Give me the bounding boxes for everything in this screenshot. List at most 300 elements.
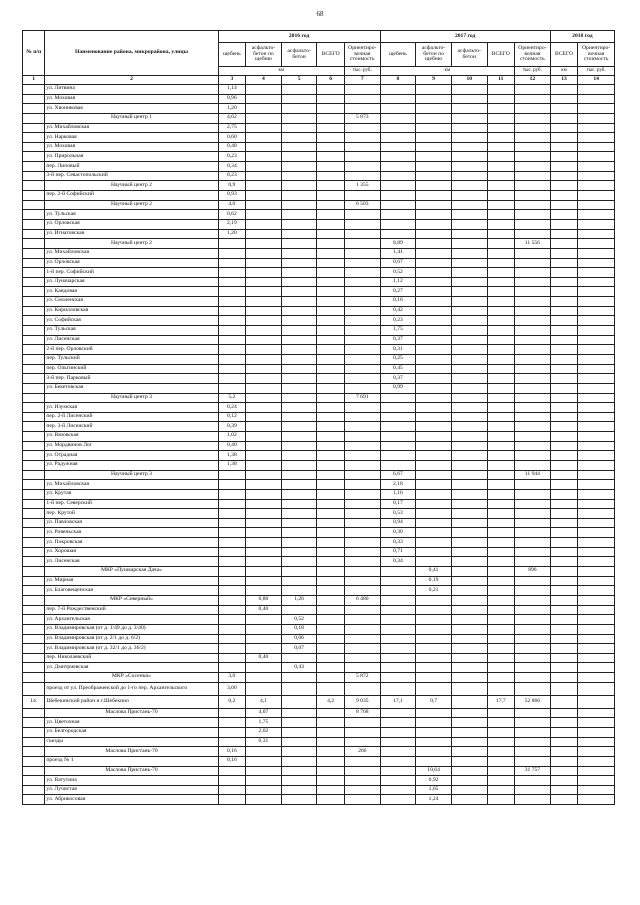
row-value (487, 737, 515, 747)
row-value (487, 595, 515, 605)
row-value (281, 509, 317, 519)
row-value (451, 673, 487, 683)
row-name: ул. Тульская (45, 326, 218, 336)
row-value (380, 393, 416, 403)
row-value: 0,94 (380, 518, 416, 528)
row-value (416, 737, 452, 747)
row-value: 9 035 (344, 695, 380, 708)
row-value (451, 538, 487, 548)
row-value: 0,23 (218, 171, 246, 181)
row-name: пер. 3-й Лисенский (45, 422, 218, 432)
row-number (23, 277, 45, 287)
row-name: Маслова Пристань-70 (45, 766, 218, 776)
row-value (487, 133, 515, 143)
row-value (380, 776, 416, 786)
table-row (23, 374, 615, 384)
row-value (317, 287, 345, 297)
row-value (246, 123, 282, 133)
row-number (23, 737, 45, 747)
column-numbers-row (23, 76, 615, 85)
row-value (416, 605, 452, 615)
row-value (487, 85, 515, 95)
row-value (416, 432, 452, 442)
row-value (416, 451, 452, 461)
row-value (451, 142, 487, 152)
row-value (317, 785, 345, 795)
row-value (451, 695, 487, 708)
row-value (578, 708, 615, 718)
header-year-2017: 2017 год (380, 31, 550, 43)
row-value (487, 518, 515, 528)
row-value (487, 181, 515, 191)
row-value (281, 673, 317, 683)
row-value (416, 200, 452, 210)
row-value (317, 113, 345, 123)
row-value (550, 306, 578, 316)
row-value (344, 123, 380, 133)
row-value (578, 634, 615, 644)
row-value (578, 624, 615, 634)
row-name: ул. Изумская (45, 403, 218, 413)
row-value (380, 142, 416, 152)
table-row (23, 248, 615, 258)
row-value: 1,41 (380, 248, 416, 258)
row-value (487, 422, 515, 432)
col-num: 6 (317, 76, 345, 85)
row-value (281, 586, 317, 596)
row-value (550, 567, 578, 577)
row-value (487, 528, 515, 538)
row-value (246, 383, 282, 393)
row-value (344, 718, 380, 728)
table-row (23, 422, 615, 432)
row-value (281, 557, 317, 567)
row-value (550, 383, 578, 393)
row-value (487, 142, 515, 152)
row-value (451, 499, 487, 509)
row-value (246, 162, 282, 172)
row-value (317, 499, 345, 509)
row-number (23, 547, 45, 557)
row-value (246, 624, 282, 634)
row-value (246, 94, 282, 104)
row-value (317, 470, 345, 480)
row-number (23, 200, 45, 210)
row-value (281, 470, 317, 480)
row-value (317, 85, 345, 95)
row-value (487, 708, 515, 718)
row-value (487, 728, 515, 738)
row-value (550, 695, 578, 708)
row-value (246, 393, 282, 403)
table-row (23, 403, 615, 413)
row-value (578, 374, 615, 384)
row-name: пер. Крутой (45, 509, 218, 519)
row-value: 1,20 (218, 229, 246, 239)
row-value (578, 776, 615, 786)
row-value (487, 191, 515, 201)
row-value (451, 335, 487, 345)
row-value (578, 576, 615, 586)
row-value (416, 123, 452, 133)
row-value (317, 586, 345, 596)
row-value (515, 499, 551, 509)
row-value (380, 756, 416, 766)
row-value (416, 345, 452, 355)
row-value (416, 728, 452, 738)
row-name: съезды (45, 737, 218, 747)
row-value (515, 624, 551, 634)
row-value (317, 460, 345, 470)
row-value (380, 412, 416, 422)
row-value (550, 766, 578, 776)
row-value (281, 210, 317, 220)
row-value (416, 538, 452, 548)
row-value (317, 728, 345, 738)
row-value (416, 316, 452, 326)
row-value: 0,43 (281, 663, 317, 673)
row-value (416, 557, 452, 567)
row-value (380, 422, 416, 432)
row-value (317, 152, 345, 162)
row-number (23, 133, 45, 143)
row-value (317, 653, 345, 663)
row-number (23, 393, 45, 403)
table-row (23, 326, 615, 336)
row-value (416, 85, 452, 95)
row-value (515, 364, 551, 374)
row-value (416, 162, 452, 172)
row-value (281, 277, 317, 287)
table-row (23, 104, 615, 114)
row-value: 1,14 (218, 85, 246, 95)
row-value (451, 374, 487, 384)
header-2016-asph: асфальто-бетон (281, 43, 317, 67)
row-value (550, 756, 578, 766)
row-value (487, 480, 515, 490)
row-value (281, 200, 317, 210)
row-value (416, 653, 452, 663)
row-value (281, 538, 317, 548)
row-value (344, 345, 380, 355)
row-name: ул. Михайловская (45, 123, 218, 133)
table-row (23, 634, 615, 644)
row-value (550, 624, 578, 634)
row-value (515, 586, 551, 596)
row-value (246, 326, 282, 336)
row-value (487, 634, 515, 644)
table-row (23, 567, 615, 577)
row-value (344, 460, 380, 470)
row-value (487, 219, 515, 229)
row-value: 0,71 (380, 547, 416, 557)
table-row (23, 432, 615, 442)
row-value (416, 133, 452, 143)
row-value (578, 162, 615, 172)
row-value (380, 766, 416, 776)
row-value (317, 219, 345, 229)
row-value (515, 268, 551, 278)
row-value (218, 644, 246, 654)
row-number (23, 219, 45, 229)
row-value (218, 354, 246, 364)
row-value (246, 518, 282, 528)
row-value (317, 412, 345, 422)
row-value (218, 538, 246, 548)
row-value (451, 113, 487, 123)
row-value (550, 248, 578, 258)
header-year-2018: 2018 год (550, 31, 614, 43)
row-value (380, 113, 416, 123)
row-value (550, 85, 578, 95)
row-value: 0,34 (380, 557, 416, 567)
table-row (23, 123, 615, 133)
row-value (317, 747, 345, 757)
row-value (515, 785, 551, 795)
row-value (317, 104, 345, 114)
table-row (23, 605, 615, 615)
row-value (550, 412, 578, 422)
row-value (317, 644, 345, 654)
row-value (451, 682, 487, 695)
row-value (487, 258, 515, 268)
row-value (515, 133, 551, 143)
row-value (578, 441, 615, 451)
table-row (23, 795, 615, 805)
row-name: Научный центр 2 (45, 239, 218, 249)
row-name: ул. Орловская (45, 219, 218, 229)
row-value (515, 354, 551, 364)
row-value (281, 364, 317, 374)
row-value (380, 673, 416, 683)
row-name: ул. Михайловская (45, 248, 218, 258)
row-value (515, 374, 551, 384)
row-value (246, 239, 282, 249)
table-row (23, 518, 615, 528)
row-number (23, 94, 45, 104)
row-number (23, 422, 45, 432)
row-value (246, 528, 282, 538)
row-value (317, 239, 345, 249)
row-name: ул. Владимировская (от д. 32/1 до д. 36/2) (45, 644, 218, 654)
row-value (515, 181, 551, 191)
table-row (23, 499, 615, 509)
row-value (281, 412, 317, 422)
row-value: 0,40 (246, 605, 282, 615)
row-value (218, 586, 246, 596)
row-value (416, 210, 452, 220)
row-value (515, 737, 551, 747)
row-value (550, 441, 578, 451)
row-value (380, 708, 416, 718)
row-value (550, 595, 578, 605)
table-row (23, 695, 615, 708)
row-value (317, 528, 345, 538)
table-header (23, 31, 615, 85)
table-row (23, 335, 615, 345)
row-value (515, 432, 551, 442)
row-value: 896 (515, 567, 551, 577)
row-value (246, 287, 282, 297)
table-row (23, 682, 615, 695)
row-value (416, 708, 452, 718)
row-value (578, 595, 615, 605)
row-value (578, 383, 615, 393)
row-value (451, 181, 487, 191)
col-num: 10 (451, 76, 487, 85)
row-number (23, 104, 45, 114)
col-num: 3 (218, 76, 246, 85)
row-value (487, 557, 515, 567)
row-value (246, 181, 282, 191)
row-value (451, 605, 487, 615)
row-value (451, 133, 487, 143)
row-name: ул. Абрикосовая (45, 795, 218, 805)
col-num: 2 (45, 76, 218, 85)
row-value (578, 297, 615, 307)
row-value (380, 737, 416, 747)
row-value (515, 403, 551, 413)
row-value (550, 737, 578, 747)
row-value (317, 345, 345, 355)
row-value: 0,19 (416, 576, 452, 586)
row-value (281, 460, 317, 470)
row-value (451, 595, 487, 605)
row-number (23, 460, 45, 470)
row-value (578, 85, 615, 95)
row-value (515, 441, 551, 451)
row-value (380, 162, 416, 172)
row-value (317, 335, 345, 345)
table-row (23, 586, 615, 596)
row-value (344, 547, 380, 557)
row-value (515, 306, 551, 316)
table-row (23, 297, 615, 307)
row-value (578, 653, 615, 663)
row-value (487, 239, 515, 249)
row-value: 31 757 (515, 766, 551, 776)
row-value (550, 663, 578, 673)
page-number: 68 (316, 10, 324, 18)
row-value (578, 586, 615, 596)
row-value: 1,12 (380, 277, 416, 287)
row-value (550, 499, 578, 509)
row-value (344, 171, 380, 181)
row-value (550, 104, 578, 114)
row-value (281, 297, 317, 307)
row-value (451, 615, 487, 625)
row-value (380, 634, 416, 644)
row-number (23, 795, 45, 805)
row-value (344, 162, 380, 172)
header-2017-asph-shcheb: асфальто-бетон по щебню (416, 43, 452, 67)
row-value: 4,62 (218, 113, 246, 123)
row-value (578, 152, 615, 162)
row-value: 8 768 (344, 708, 380, 718)
row-value: 0,67 (380, 258, 416, 268)
row-value: 5,2 (218, 393, 246, 403)
row-value (281, 518, 317, 528)
row-value (281, 326, 317, 336)
row-name: Научный центр 3 (45, 470, 218, 480)
row-value (451, 229, 487, 239)
row-value (451, 737, 487, 747)
row-value (218, 335, 246, 345)
col-num: 14 (578, 76, 615, 85)
row-value (380, 576, 416, 586)
row-value (550, 460, 578, 470)
row-value (344, 644, 380, 654)
row-value (344, 624, 380, 634)
row-value (246, 682, 282, 695)
col-num: 12 (515, 76, 551, 85)
row-value (578, 567, 615, 577)
row-value (487, 509, 515, 519)
row-value (246, 644, 282, 654)
row-value (487, 306, 515, 316)
row-value (246, 663, 282, 673)
row-number (23, 766, 45, 776)
row-value (344, 653, 380, 663)
row-value (344, 682, 380, 695)
row-value (451, 297, 487, 307)
row-value (380, 795, 416, 805)
row-value (281, 682, 317, 695)
row-value (578, 412, 615, 422)
row-number (23, 518, 45, 528)
row-value (416, 595, 452, 605)
table-row (23, 364, 615, 374)
row-value: 0,27 (380, 287, 416, 297)
row-value (281, 708, 317, 718)
row-value (317, 277, 345, 287)
row-value: 11 556 (515, 239, 551, 249)
row-value (246, 104, 282, 114)
row-value (218, 663, 246, 673)
table-row (23, 219, 615, 229)
row-value (380, 200, 416, 210)
row-value (317, 248, 345, 258)
row-value (578, 756, 615, 766)
row-name: 3-й пер. Севастопольский (45, 171, 218, 181)
row-value (515, 538, 551, 548)
row-name: ул. Покровская (45, 538, 218, 548)
row-value: 0,62 (218, 210, 246, 220)
row-value (218, 489, 246, 499)
row-value (550, 586, 578, 596)
row-name: ул. Михайловская (45, 480, 218, 490)
row-value (550, 297, 578, 307)
row-value (515, 422, 551, 432)
row-value (550, 509, 578, 519)
row-number (23, 756, 45, 766)
row-value (317, 200, 345, 210)
row-value (317, 615, 345, 625)
row-number (23, 567, 45, 577)
row-number (23, 644, 45, 654)
row-name: Научный центр 2 (45, 181, 218, 191)
table-row (23, 412, 615, 422)
row-value (380, 653, 416, 663)
table-row (23, 181, 615, 191)
row-value (578, 277, 615, 287)
row-value (344, 210, 380, 220)
row-value (487, 547, 515, 557)
row-value (416, 287, 452, 297)
row-value (578, 364, 615, 374)
row-value (550, 795, 578, 805)
row-value (550, 528, 578, 538)
